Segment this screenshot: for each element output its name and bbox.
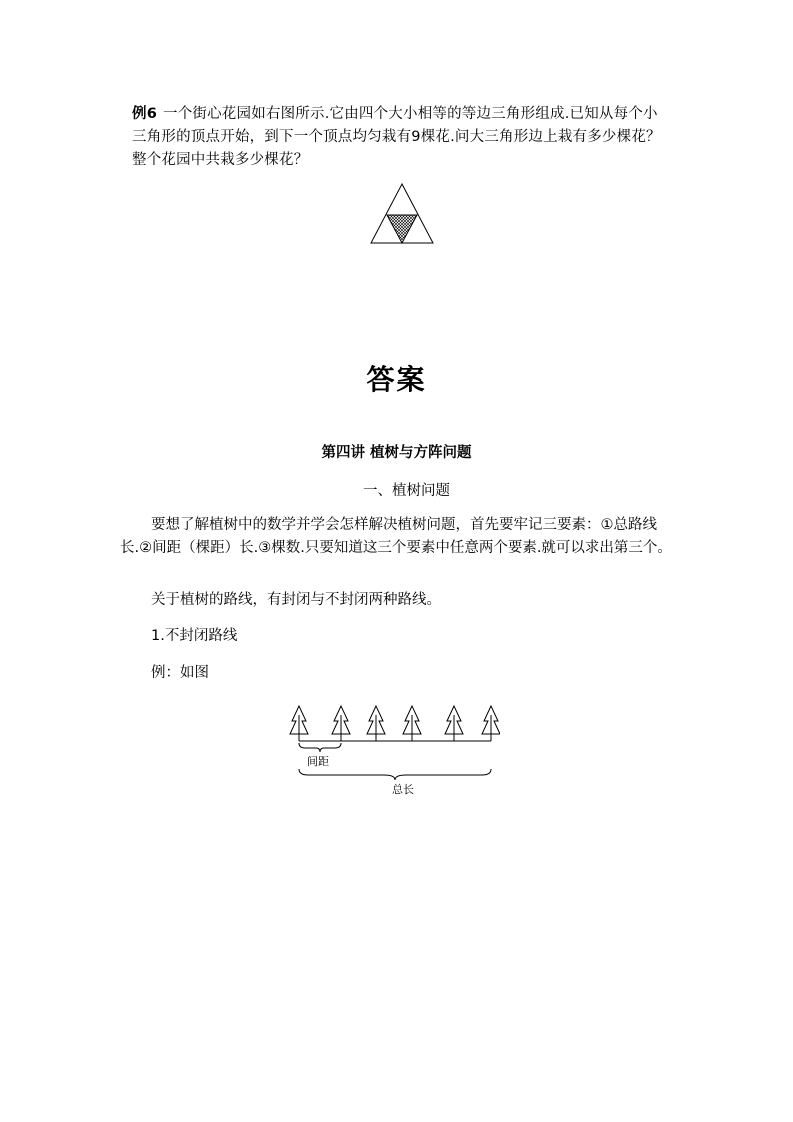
tree-icon [403, 706, 421, 741]
paragraph-three-elements: 要想了解植树中的数学并学会怎样解决植树问题，首先要牢记三要素：①总路线长.②间距（棵距）长.③棵数.只要知道这三个要素中任意两个要素.就可以求出第三个。 [120, 517, 672, 556]
inner-shaded-triangle [387, 215, 417, 243]
tree-icon [445, 706, 463, 741]
section-title: 一、植树问题 [363, 483, 450, 499]
total-length-label: 总长 [392, 783, 414, 796]
spacing-brace [299, 743, 341, 752]
answer-heading: 答案 [366, 363, 427, 396]
example-label: 例6 [132, 106, 157, 122]
tree-icon [290, 706, 308, 741]
paragraph-route-types: 关于植树的路线，有封闭与不封闭两种路线。 [151, 592, 441, 608]
tree-icon [367, 706, 385, 741]
tree-icon [482, 706, 500, 741]
total-length-brace [299, 769, 491, 780]
example-problem [132, 103, 672, 172]
triangle-garden-figure [369, 182, 435, 246]
paragraph-open-route: 1.不封闭路线 [151, 628, 238, 644]
example-text: 一个街心花园如右图所示.它由四个大小相等的等边三角形组成.已知从每个小三角形的顶点开始，到下一个顶点均匀栽有9棵花.问大三角形边上栽有多少棵花？整个花园中共栽多少棵花？ [132, 106, 661, 168]
paragraph-example: 例：如图 [151, 665, 209, 681]
tree-icon [332, 706, 350, 741]
spacing-label: 间距 [307, 755, 329, 768]
tree-planting-figure [288, 703, 500, 803]
lecture-title: 第四讲 植树与方阵问题 [321, 445, 472, 461]
